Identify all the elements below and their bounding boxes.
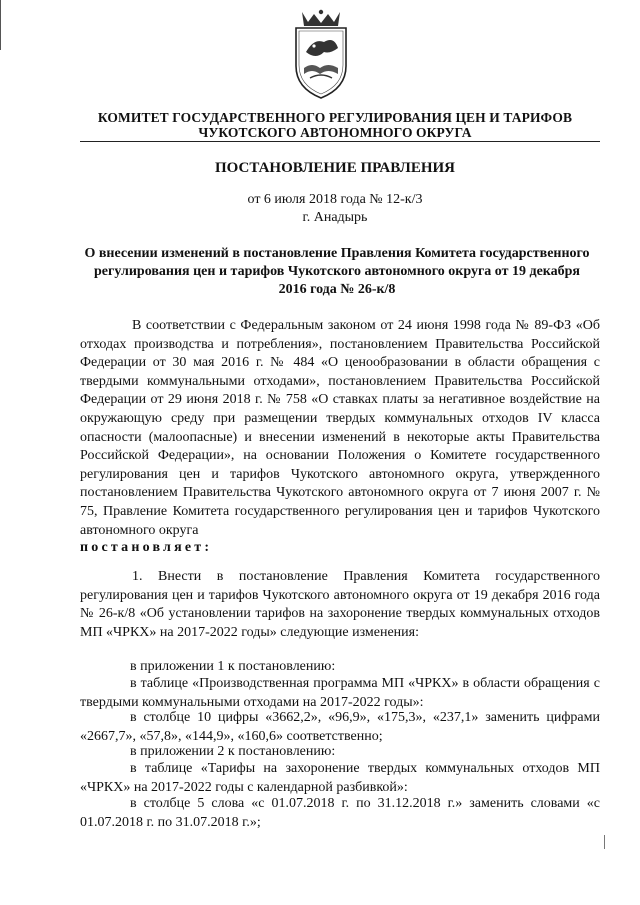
header-divider	[80, 141, 600, 142]
organization-name-line1: КОМИТЕТ ГОСУДАРСТВЕННОГО РЕГУЛИРОВАНИЯ ЦЕН И ТАРИФОВ	[97, 110, 573, 125]
scan-edge-mark	[0, 0, 1, 50]
scan-edge-mark	[604, 835, 605, 849]
document-subject: О внесении изменений в постановление Правления Комитета государственного регулирования цен и тарифов Чукотского автономного округа от 19 декабря 2016 года № 26-к/8	[84, 246, 590, 297]
document-date-number: от 6 июля 2018 года № 12-к/3	[247, 192, 423, 207]
item-1-paragraph: 1. Внести в постановление Правления Комитета государственного регулирования цен и тарифов Чукотского автономного округа от 19 декабря 2016 года № 26-к/8 «Об установлении тарифов на захоронение твердых коммунальных отходов МП «ЧРКХ» на 2017-2022 годы» следующие изменения:	[80, 569, 600, 640]
table-2-paragraph: в таблице «Тарифы на захоронение твердых коммунальных отходов МП «ЧРКХ» на 2017-2022 годы с календарной разбивкой»:	[80, 761, 600, 795]
document-type-title: ПОСТАНОВЛЕНИЕ ПРАВЛЕНИЯ	[214, 160, 455, 176]
preamble-paragraph: В соответствии с Федеральным законом от 24 июня 1998 года № 89-ФЗ «Об отходах производства и потребления», постановлением Правительства Российской Федерации от 30 мая 2016 г. № 484 «О ценообразовании в области обращения с твердыми коммунальными отходами», постановлением Правительства Российской Федерации от 29 июня 2018 г. № 758 «О ставках платы за негативное воздействие на окружающую среду при размещении твердых коммунальных отходов IV класса опасности (малоопасные) и внесении изменений в некоторые акты Правительства Российской Федерации», на основании Положения о Комитете государственного регулирования цен и тарифов Чукотского автономного округа, утвержденного постановлением Правительства Чукотского автономного округа от 7 июня 2007 г. № 75, Правление Комитета государственного регулирования цен и тарифов Чукотского автономного округа	[80, 318, 600, 538]
document-city: г. Анадырь	[302, 210, 368, 225]
resolves-heading: постановляет:	[80, 540, 213, 555]
appendix-1-line: в приложении 1 к постановлению:	[130, 659, 336, 674]
appendix-2-line: в приложении 2 к постановлению:	[130, 744, 336, 759]
column-10-paragraph: в столбце 10 цифры «3662,2», «96,9», «175,3», «237,1» заменить цифрами «2667,7», «57,8», «144,9», «160,6» соответственно;	[80, 710, 600, 744]
column-5-paragraph: в столбце 5 слова «с 01.07.2018 г. по 31.12.2018 г.» заменить словами «с 01.07.2018 г. по 31.07.2018 г.»;	[80, 796, 600, 830]
coat-of-arms-icon	[290, 8, 352, 100]
organization-name-line2: ЧУКОТСКОГО АВТОНОМНОГО ОКРУГА	[198, 125, 472, 140]
table-1-paragraph: в таблице «Производственная программа МП «ЧРКХ» в области обращения с твердыми коммунальными отходами на 2017-2022 годы»:	[80, 676, 600, 710]
